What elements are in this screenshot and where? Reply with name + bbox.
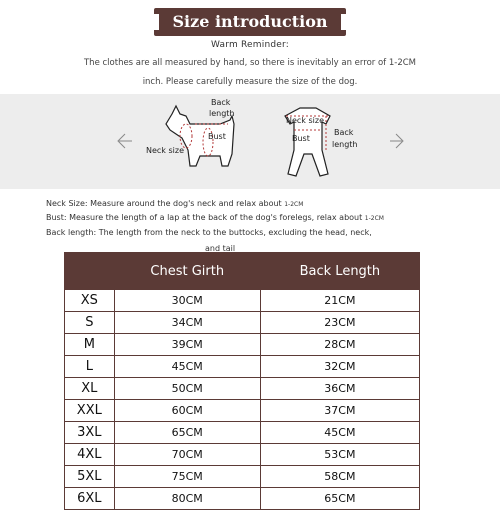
chest-girth-cell: 39CM [114,334,260,356]
table-header-row [65,253,420,290]
chest-girth-cell: 50CM [114,378,260,400]
bust-description [46,213,384,222]
back-length-cell: 36CM [260,378,419,400]
back-length-cell: 28CM [260,334,419,356]
table-row [65,400,420,422]
header-size [65,253,115,290]
table-row [65,422,420,444]
back-length-cell: 21CM [260,290,419,312]
page-title: Size introduction [172,12,328,31]
neck-size-description [46,199,303,208]
back-length-cell: 65CM [260,488,419,510]
size-cell: M [65,334,115,356]
size-cell: 3XL [65,422,115,444]
header-back-length: Back Length [260,253,419,290]
warm-reminder-title: Warm Reminder: [211,40,289,50]
back-length-cell: 45CM [260,422,419,444]
back-length-description-cont: and tail [205,244,236,253]
size-chart-table [64,252,420,510]
reminder-line-2: inch. Please carefully measure the size of the dog. [142,77,358,87]
back-length-cell: 53CM [260,444,419,466]
back-length-label: Back [211,98,231,107]
chevron-right-icon[interactable] [390,134,403,148]
back-length-desc-text: The length from the neck to the buttocks, excluding the head, neck, [98,228,372,237]
back-length-cell: 37CM [260,400,419,422]
size-cell: 5XL [65,466,115,488]
diagram-art [0,94,500,189]
table-row [65,312,420,334]
measurement-diagram [0,94,500,189]
chest-girth-cell: 65CM [114,422,260,444]
chest-girth-cell: 60CM [114,400,260,422]
chest-girth-cell: 70CM [114,444,260,466]
chest-girth-cell: 45CM [114,356,260,378]
bust-label-right: Bust [292,134,310,143]
back-length-cell: 32CM [260,356,419,378]
back-length-label-right: Back [334,128,354,137]
bust-desc-label: Bust: [46,213,67,222]
back-length-label-2: length [209,109,235,118]
table-row [65,378,420,400]
neck-size-desc-label: Neck Size: [46,199,88,208]
size-cell: XL [65,378,115,400]
chest-girth-cell: 75CM [114,466,260,488]
back-length-cell: 58CM [260,466,419,488]
bust-desc-text: Measure the length of a lap at the back of the dog's forelegs, relax about [69,213,363,222]
size-cell: 4XL [65,444,115,466]
table-row [65,334,420,356]
back-length-desc-label: Back length: [46,228,97,237]
bust-desc-note: 1-2CM [364,215,384,222]
bust-label-left: Bust [208,132,226,141]
neck-size-desc-text: Measure around the dog's neck and relax about [90,199,282,208]
chest-girth-cell: 80CM [114,488,260,510]
size-cell: 6XL [65,488,115,510]
back-length-cell: 23CM [260,312,419,334]
table-row [65,488,420,510]
size-cell: S [65,312,115,334]
back-length-description [46,228,372,237]
header-chest-girth: Chest Girth [114,253,260,290]
back-length-label-right-2: length [332,140,358,149]
neck-size-desc-note: 1-2CM [284,201,304,208]
size-cell: XXL [65,400,115,422]
title-banner [154,8,346,36]
size-cell: XS [65,290,115,312]
chest-girth-cell: 30CM [114,290,260,312]
table-row [65,290,420,312]
reminder-line-1: The clothes are all measured by hand, so there is inevitably an error of 1-2CM [83,58,417,68]
size-cell: L [65,356,115,378]
neck-size-label-right: Neck size [286,116,324,125]
chest-girth-cell: 34CM [114,312,260,334]
table-row [65,444,420,466]
table-row [65,356,420,378]
neck-size-label: Neck size [146,146,184,155]
chevron-left-icon[interactable] [118,134,132,148]
table-row [65,466,420,488]
